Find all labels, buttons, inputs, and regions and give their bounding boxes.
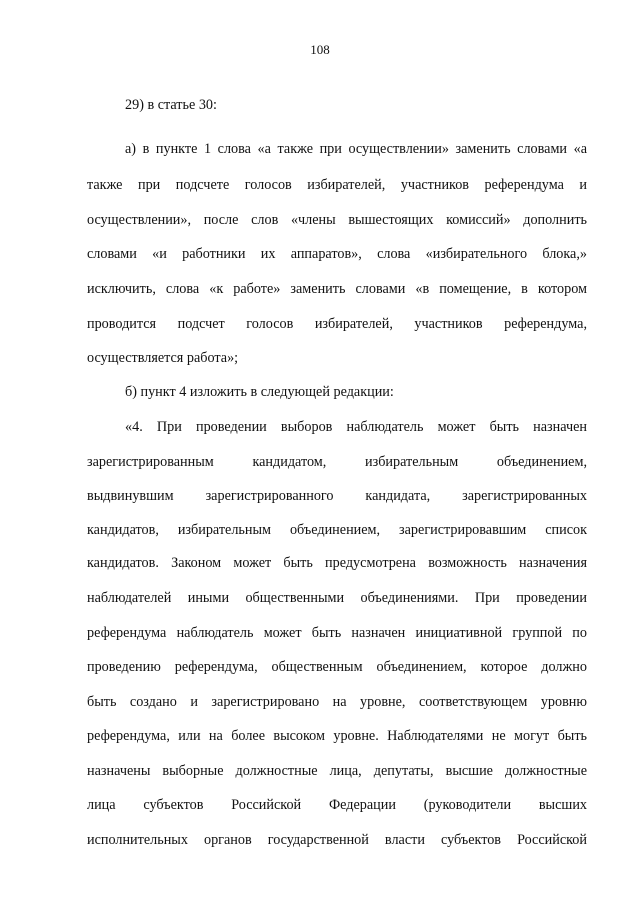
text-line: проведению референдума, общественным объединением, которое должно bbox=[87, 659, 587, 675]
text-line: осуществлении», после слов «члены вышестоящих комиссий» дополнить bbox=[87, 212, 587, 228]
text-line: исключить, слова «к работе» заменить словами «в помещение, в котором bbox=[87, 281, 587, 297]
text-line: б) пункт 4 изложить в следующей редакции: bbox=[125, 384, 394, 400]
text-line: проводится подсчет голосов избирателей, участников референдума, bbox=[87, 316, 587, 332]
text-line: референдума наблюдатель может быть назначен инициативной группой по bbox=[87, 625, 587, 641]
text-line: назначены выборные должностные лица, депутаты, высшие должностные bbox=[87, 763, 587, 779]
text-line: референдума, или на более высоком уровне. Наблюдателями не могут быть bbox=[87, 728, 587, 744]
text-line: осуществляется работа»; bbox=[87, 350, 239, 366]
text-line: а) в пункте 1 слова «а также при осуществлении» заменить словами «а bbox=[125, 141, 587, 157]
text-line: словами «и работники их аппаратов», слова «избирательного блока,» bbox=[87, 246, 587, 262]
text-line: 29) в статье 30: bbox=[125, 97, 217, 113]
text-line: наблюдателей иными общественными объединениями. При проведении bbox=[87, 590, 587, 606]
text-line: зарегистрированным кандидатом, избирательным объединением, bbox=[87, 454, 587, 470]
text-line: быть создано и зарегистрировано на уровне, соответствующем уровню bbox=[87, 694, 587, 710]
text-line: лица субъектов Российской Федерации (руководители высших bbox=[87, 797, 587, 813]
text-line: также при подсчете голосов избирателей, участников референдума и bbox=[87, 177, 587, 193]
text-line: кандидатов, избирательным объединением, зарегистрировавшим список bbox=[87, 522, 587, 538]
page-number: 108 bbox=[310, 42, 330, 57]
text-line: «4. При проведении выборов наблюдатель может быть назначен bbox=[125, 419, 587, 435]
text-line: кандидатов. Законом может быть предусмотрена возможность назначения bbox=[87, 555, 587, 571]
text-line: исполнительных органов государственной власти субъектов Российской bbox=[87, 832, 587, 848]
text-line: выдвинувшим зарегистрированного кандидата, зарегистрированных bbox=[87, 488, 587, 504]
